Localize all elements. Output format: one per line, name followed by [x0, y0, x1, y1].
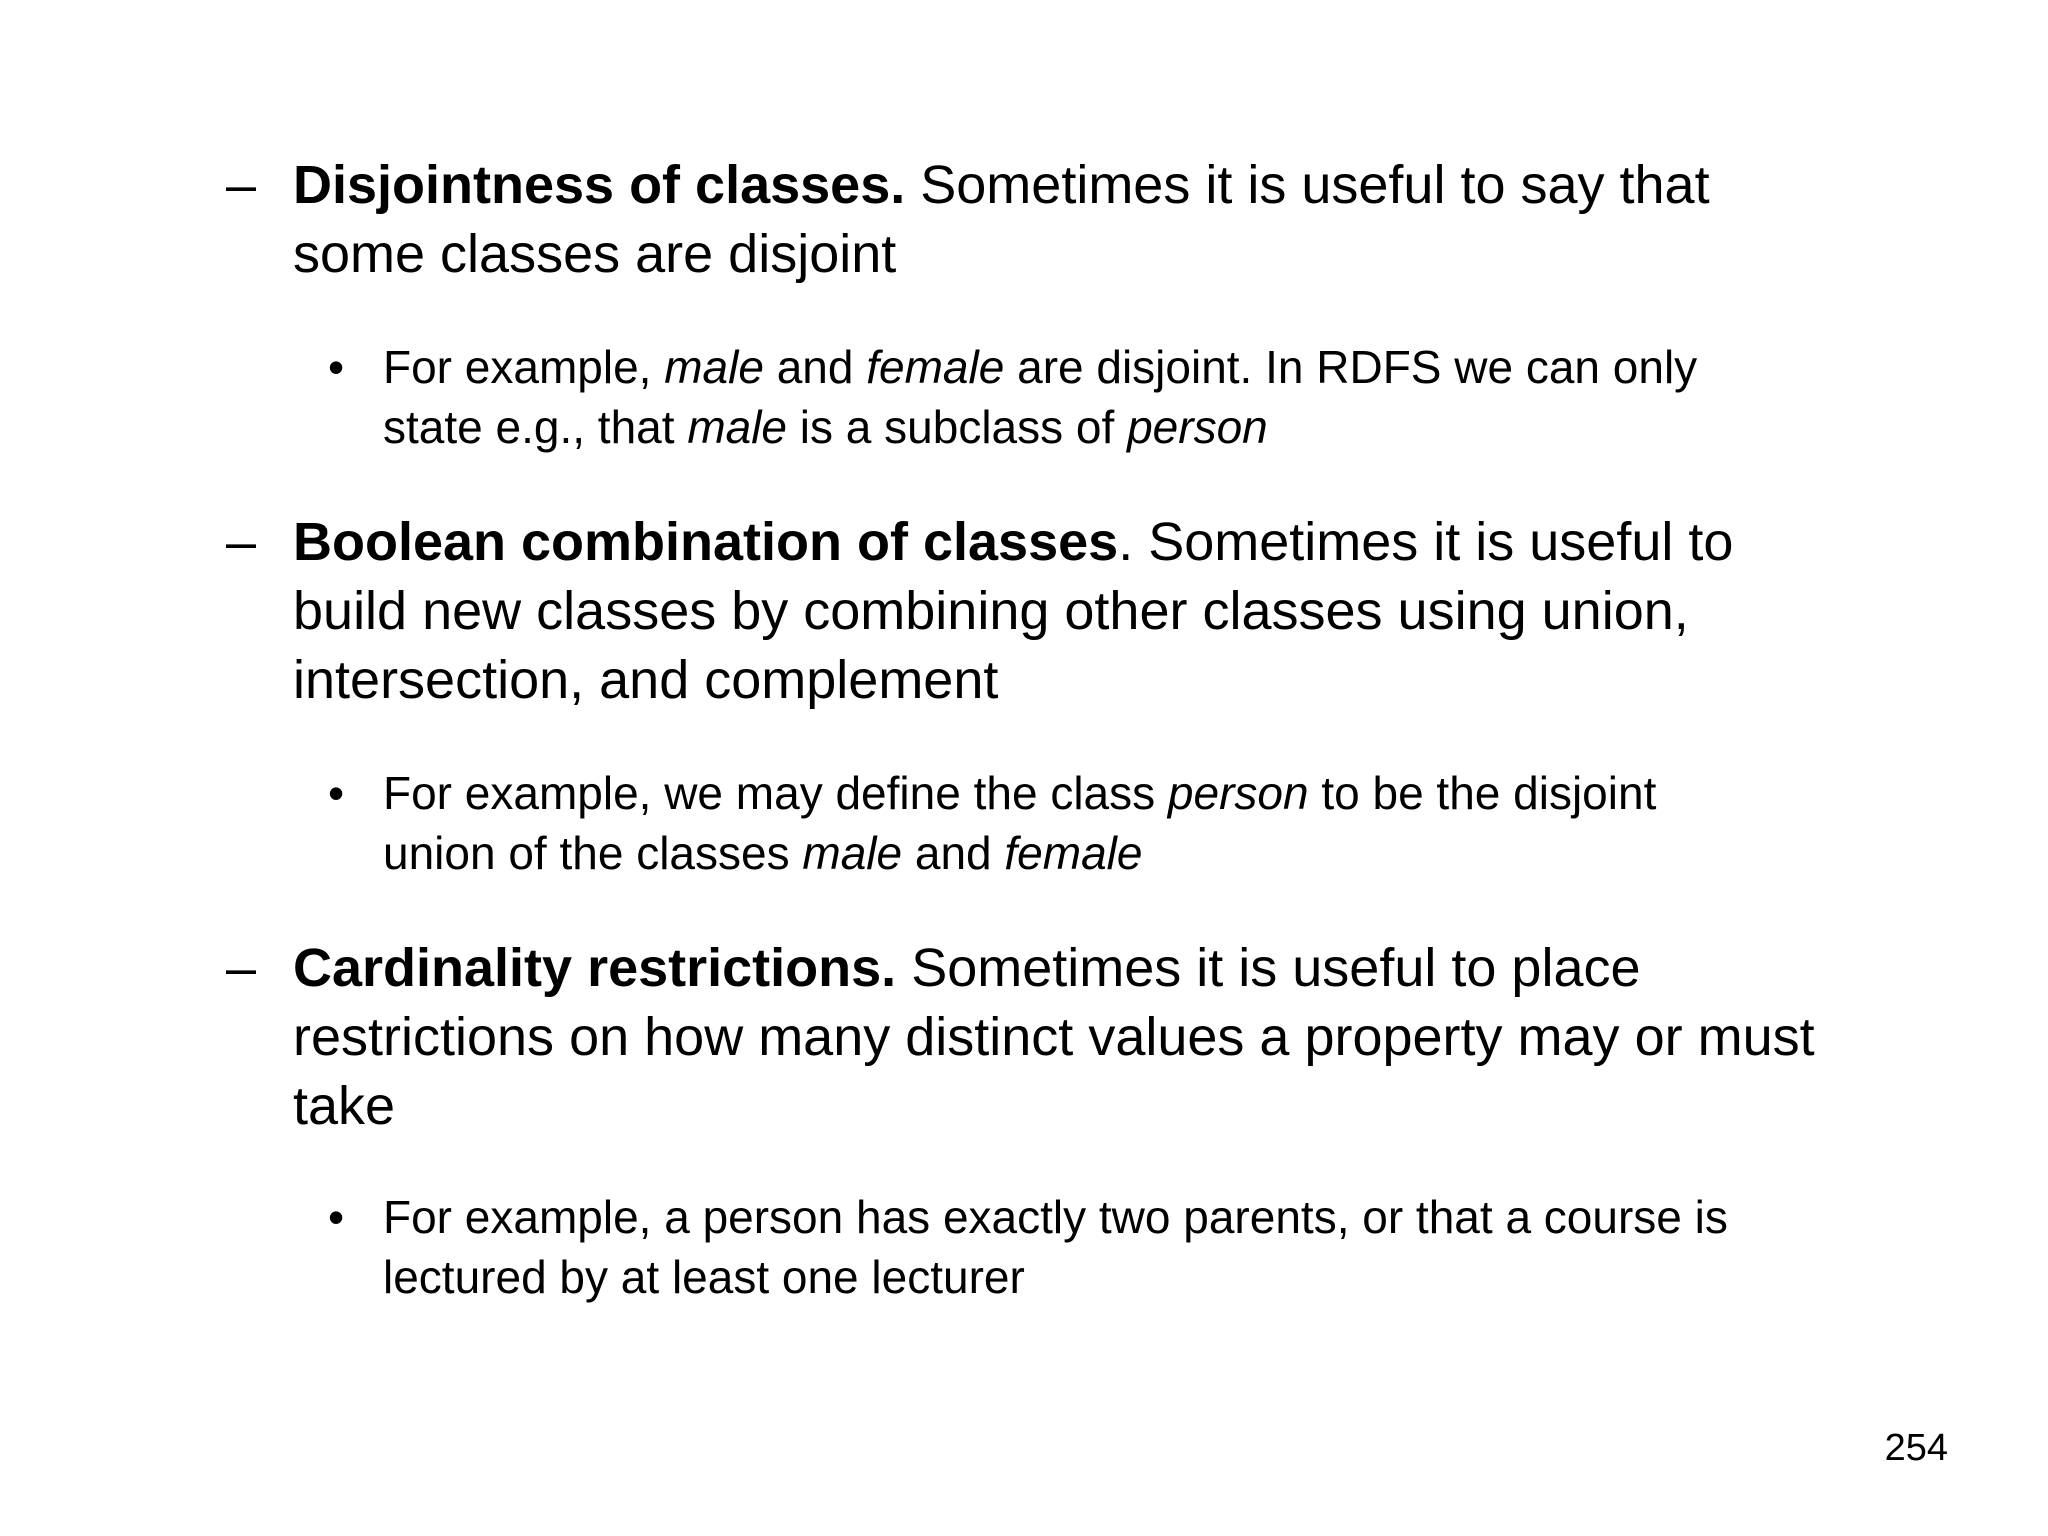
text-run: For example, — [383, 341, 665, 393]
italic-term: male — [664, 341, 764, 393]
italic-term: female — [1004, 827, 1143, 879]
item-text — [293, 508, 1973, 715]
dash-bullet: – — [226, 512, 257, 572]
item-text-run: Sometimes it is useful to say that — [905, 155, 1710, 215]
item-line — [293, 934, 1973, 1003]
item-line — [293, 508, 1973, 577]
text-run: is a subclass of — [787, 401, 1128, 453]
example-text — [383, 763, 1983, 883]
example-line — [383, 337, 1983, 397]
text-run: are disjoint. In RDFS we can only — [1004, 341, 1698, 393]
dash-bullet: – — [226, 155, 257, 215]
item-line: some classes are disjoint — [293, 224, 897, 284]
item-line: take — [293, 1076, 396, 1136]
text-run: and — [763, 341, 867, 393]
item-text — [293, 934, 1973, 1141]
item-text-run: . Sometimes it is useful to — [1118, 512, 1734, 572]
sub-bullet: • — [328, 1191, 345, 1243]
italic-term: male — [802, 827, 903, 879]
example-line: lectured by at least one lecturer — [383, 1251, 1025, 1303]
item-heading: Disjointness of classes. — [293, 155, 906, 215]
item-line: restrictions on how many distinct values a property may or must — [293, 1007, 1815, 1067]
item-heading: Cardinality restrictions. — [293, 938, 897, 998]
item-text-run: Sometimes it is useful to place — [896, 938, 1641, 998]
example-line — [383, 397, 1983, 457]
dash-bullet: – — [226, 938, 257, 998]
item-heading: Boolean combination of classes — [293, 512, 1119, 572]
italic-term: male — [687, 401, 788, 453]
example-line — [383, 763, 1983, 823]
italic-term: female — [866, 341, 1005, 393]
example-line — [383, 823, 1983, 883]
item-line: intersection, and complement — [293, 650, 999, 710]
text-run: and — [902, 827, 1005, 879]
italic-term: person — [1167, 767, 1309, 819]
example-text — [383, 1187, 1983, 1307]
page-number: 254 — [1884, 1427, 1948, 1469]
item-text — [293, 151, 1973, 289]
example-line: For example, a person has exactly two parents, or that a course is — [383, 1191, 1728, 1243]
example-text — [383, 337, 1983, 457]
item-line: build new classes by combining other classes using union, — [293, 581, 1689, 641]
sub-bullet: • — [328, 341, 345, 393]
text-run: to be the disjoint — [1308, 767, 1657, 819]
text-run: union of the classes — [383, 827, 803, 879]
text-run: For example, we may define the class — [383, 767, 1168, 819]
sub-bullet: • — [328, 767, 345, 819]
italic-term: person — [1127, 401, 1268, 453]
text-run: state e.g., that — [383, 401, 688, 453]
item-line — [293, 151, 1973, 220]
